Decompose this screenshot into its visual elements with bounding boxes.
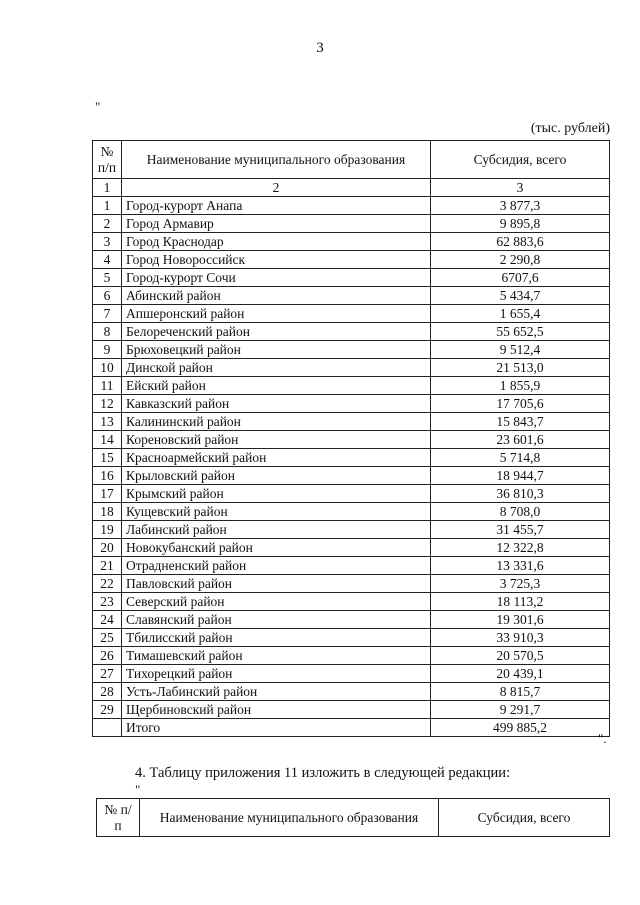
subsidy-table-2 [96, 798, 610, 837]
row-name: Лабинский район [122, 521, 431, 539]
row-name: Брюховецкий район [122, 341, 431, 359]
row-name: Кореновский район [122, 431, 431, 449]
row-value: 9 895,8 [431, 215, 610, 233]
table-row [93, 251, 610, 269]
table-row [93, 431, 610, 449]
row-num: 5 [93, 269, 122, 287]
table-row [93, 683, 610, 701]
row-value: 21 513,0 [431, 359, 610, 377]
paragraph-4: 4. Таблицу приложения 11 изложить в следующей редакции: [135, 765, 511, 781]
header-subsidy: Субсидия, всего [431, 141, 610, 179]
table-row [93, 647, 610, 665]
row-value: 5 714,8 [431, 449, 610, 467]
row-value: 9 512,4 [431, 341, 610, 359]
row-value: 8 708,0 [431, 503, 610, 521]
row-value: 18 944,7 [431, 467, 610, 485]
row-value: 2 290,8 [431, 251, 610, 269]
table-row [93, 341, 610, 359]
row-num: 13 [93, 413, 122, 431]
row-name: Северский район [122, 593, 431, 611]
table-row [93, 503, 610, 521]
table2-header-row [97, 799, 610, 837]
subsidy-table [92, 140, 610, 737]
row-name: Калининский район [122, 413, 431, 431]
table-row [93, 539, 610, 557]
row-name: Крымский район [122, 485, 431, 503]
row-num: 26 [93, 647, 122, 665]
table-row [93, 575, 610, 593]
row-value: 9 291,7 [431, 701, 610, 719]
row-value: 3 877,3 [431, 197, 610, 215]
row-num: 9 [93, 341, 122, 359]
row-value: 12 322,8 [431, 539, 610, 557]
row-name: Тимашевский район [122, 647, 431, 665]
row-name: Кавказский район [122, 395, 431, 413]
row-num: 22 [93, 575, 122, 593]
row-name: Абинский район [122, 287, 431, 305]
table-row [93, 359, 610, 377]
row-name: Павловский район [122, 575, 431, 593]
row-num: 15 [93, 449, 122, 467]
row-value: 5 434,7 [431, 287, 610, 305]
row-name: Итого [122, 719, 431, 737]
table-row [93, 557, 610, 575]
row-value: 3 725,3 [431, 575, 610, 593]
row-value: 55 652,5 [431, 323, 610, 341]
table-row [93, 629, 610, 647]
row-num: 18 [93, 503, 122, 521]
row-num: 28 [93, 683, 122, 701]
closing-quote: ". [598, 731, 607, 746]
row-num: 25 [93, 629, 122, 647]
row-name: Кущевский район [122, 503, 431, 521]
row-name: Город Краснодар [122, 233, 431, 251]
row-num [93, 719, 122, 737]
row-num: 29 [93, 701, 122, 719]
column-number-row [93, 179, 610, 197]
row-value: 36 810,3 [431, 485, 610, 503]
row-value: 6707,6 [431, 269, 610, 287]
table-row [93, 323, 610, 341]
colnum-3: 3 [431, 179, 610, 197]
row-num: 17 [93, 485, 122, 503]
table2-header-num: № п/п [97, 799, 140, 837]
row-name: Славянский район [122, 611, 431, 629]
table-row [93, 611, 610, 629]
row-num: 4 [93, 251, 122, 269]
table2-header-name: Наименование муниципального образования [140, 799, 439, 837]
row-value: 499 885,2 [431, 719, 610, 737]
opening-quote-2: " [135, 782, 141, 797]
row-value: 20 439,1 [431, 665, 610, 683]
row-name: Усть-Лабинский район [122, 683, 431, 701]
row-name: Отрадненский район [122, 557, 431, 575]
row-num: 2 [93, 215, 122, 233]
table-row [93, 197, 610, 215]
row-value: 19 301,6 [431, 611, 610, 629]
row-num: 6 [93, 287, 122, 305]
row-num: 12 [93, 395, 122, 413]
row-name: Крыловский район [122, 467, 431, 485]
row-num: 10 [93, 359, 122, 377]
row-name: Апшеронский район [122, 305, 431, 323]
row-num: 16 [93, 467, 122, 485]
page-number: 3 [316, 40, 324, 56]
row-num: 7 [93, 305, 122, 323]
table-row [93, 449, 610, 467]
row-num: 3 [93, 233, 122, 251]
table-row [93, 485, 610, 503]
row-num: 19 [93, 521, 122, 539]
row-num: 14 [93, 431, 122, 449]
row-value: 1 655,4 [431, 305, 610, 323]
row-num: 20 [93, 539, 122, 557]
row-name: Красноармейский район [122, 449, 431, 467]
table-row [93, 287, 610, 305]
row-value: 8 815,7 [431, 683, 610, 701]
row-num: 1 [93, 197, 122, 215]
row-num: 21 [93, 557, 122, 575]
row-name: Тихорецкий район [122, 665, 431, 683]
colnum-2: 2 [122, 179, 431, 197]
unit-label: (тыс. рублей) [530, 121, 610, 136]
row-value: 17 705,6 [431, 395, 610, 413]
table-header-row [93, 141, 610, 179]
row-name: Город Армавир [122, 215, 431, 233]
row-name: Динской район [122, 359, 431, 377]
table-row [93, 233, 610, 251]
row-value: 33 910,3 [431, 629, 610, 647]
row-value: 23 601,6 [431, 431, 610, 449]
row-num: 23 [93, 593, 122, 611]
table-row [93, 521, 610, 539]
row-name: Ейский район [122, 377, 431, 395]
row-value: 1 855,9 [431, 377, 610, 395]
row-name: Новокубанский район [122, 539, 431, 557]
table2-header-subsidy: Субсидия, всего [439, 799, 610, 837]
row-name: Город-курорт Анапа [122, 197, 431, 215]
row-name: Город Новороссийск [122, 251, 431, 269]
row-name: Щербиновский район [122, 701, 431, 719]
header-num: № п/п [93, 141, 122, 179]
row-num: 8 [93, 323, 122, 341]
row-value: 31 455,7 [431, 521, 610, 539]
row-name: Город-курорт Сочи [122, 269, 431, 287]
header-name: Наименование муниципального образования [122, 141, 431, 179]
row-num: 24 [93, 611, 122, 629]
opening-quote: " [95, 99, 101, 114]
row-value: 62 883,6 [431, 233, 610, 251]
table-row [93, 665, 610, 683]
row-value: 15 843,7 [431, 413, 610, 431]
row-num: 27 [93, 665, 122, 683]
table-row [93, 719, 610, 737]
row-value: 13 331,6 [431, 557, 610, 575]
row-num: 11 [93, 377, 122, 395]
table-row [93, 701, 610, 719]
table-row [93, 467, 610, 485]
table-row [93, 269, 610, 287]
table-row [93, 305, 610, 323]
colnum-1: 1 [93, 179, 122, 197]
row-value: 18 113,2 [431, 593, 610, 611]
table-row [93, 413, 610, 431]
table-row [93, 215, 610, 233]
table-row [93, 395, 610, 413]
table-row [93, 377, 610, 395]
row-name: Белореченский район [122, 323, 431, 341]
table-row [93, 593, 610, 611]
row-value: 20 570,5 [431, 647, 610, 665]
row-name: Тбилисский район [122, 629, 431, 647]
